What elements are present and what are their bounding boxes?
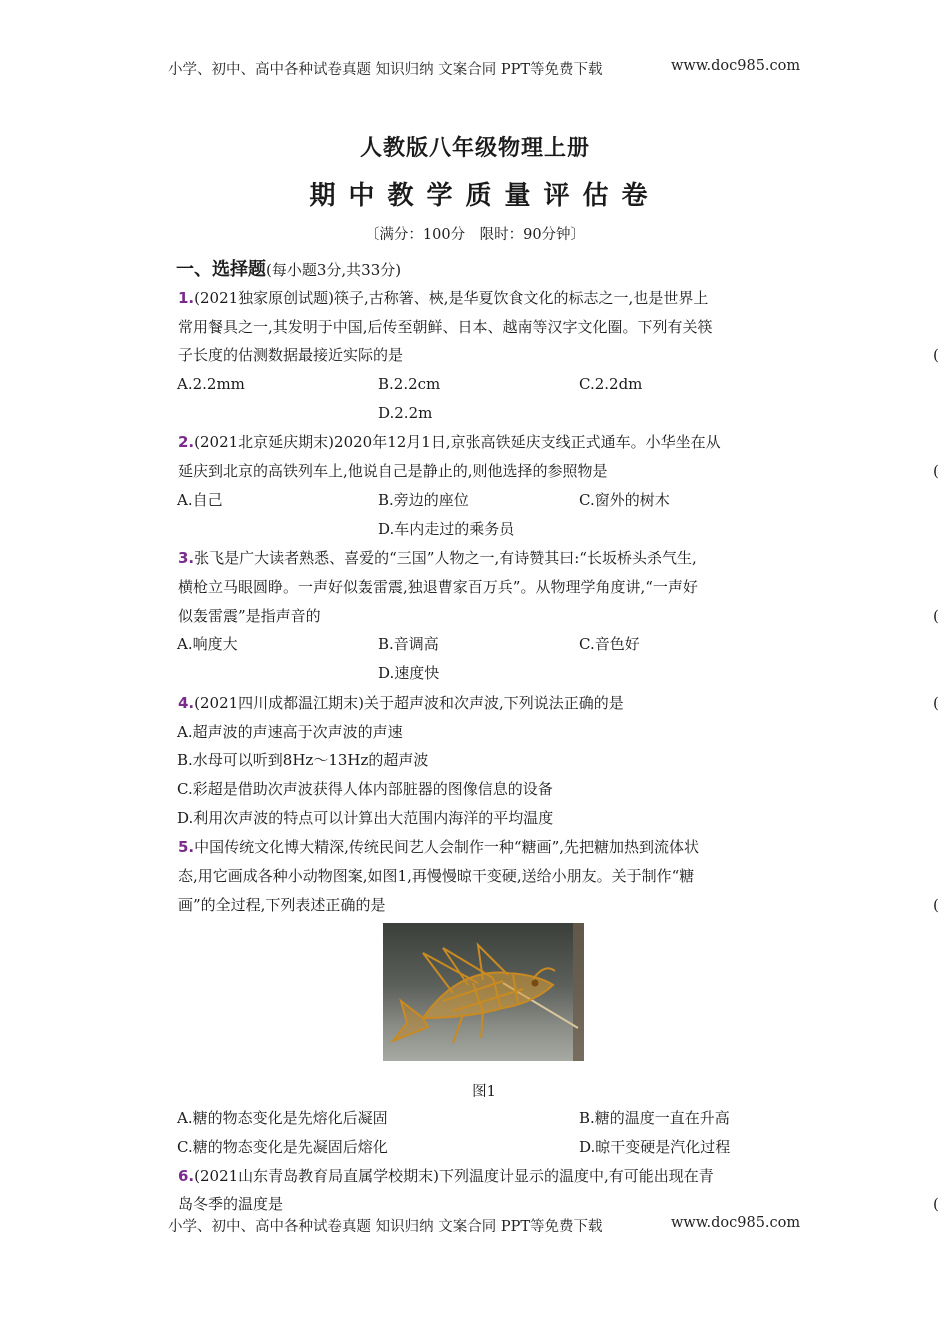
- option-d: D.车内走过的乘务员: [378, 520, 515, 538]
- header-url[interactable]: www.doc985.com: [671, 58, 801, 74]
- question-3-line-3: 似轰雷震”是指声音的: [178, 607, 321, 625]
- option-c: C.窗外的树木: [579, 491, 670, 509]
- option-d: D.2.2m: [378, 404, 433, 422]
- option-b: B.2.2cm: [378, 375, 441, 393]
- question-6-line-2: 岛冬季的温度是: [178, 1195, 284, 1213]
- sugar-fish-illustration: [383, 923, 584, 1061]
- section-note: (每小题3分,共33分): [266, 261, 402, 279]
- option-c: C.音色好: [579, 635, 640, 653]
- question-5-line-3: 画”的全过程,下列表述正确的是: [178, 896, 386, 914]
- answer-paren: (: [933, 896, 939, 914]
- option-b: B.音调高: [378, 635, 439, 653]
- question-number: 1.: [178, 289, 195, 307]
- question-2-line-2: 延庆到北京的高铁列车上,他说自己是静止的,则他选择的参照物是: [178, 462, 608, 480]
- option-c: C.糖的物态变化是先凝固后熔化: [177, 1138, 388, 1156]
- option-c: C.2.2dm: [579, 375, 643, 393]
- question-number: 6.: [178, 1167, 195, 1185]
- question-2-line-1: 2.(2021北京延庆期末)2020年12月1日,京张高铁延庆支线正式通车。小华坐在从: [178, 433, 721, 451]
- question-number: 2.: [178, 433, 195, 451]
- exam-subtitle: 人教版八年级物理上册: [359, 135, 590, 161]
- section-title: 一、选择题: [176, 259, 266, 280]
- answer-paren: (: [933, 1195, 939, 1213]
- option-d: D.晾干变硬是汽化过程: [579, 1138, 731, 1156]
- answer-paren: (: [933, 346, 939, 364]
- option-a: A.糖的物态变化是先熔化后凝固: [177, 1109, 388, 1127]
- option-d: D.速度快: [378, 664, 440, 682]
- question-number: 3.: [178, 549, 195, 567]
- question-number: 5.: [178, 838, 195, 856]
- question-1-line-1: 1.(2021独家原创试题)筷子,古称箸、梜,是华夏饮食文化的标志之一,也是世界上: [178, 289, 709, 307]
- answer-paren: (: [933, 462, 939, 480]
- option-a: A.超声波的声速高于次声波的声速: [177, 723, 403, 741]
- question-5-line-1: 5.中国传统文化博大精深,传统民间艺人会制作一种“糖画”,先把糖加热到流体状: [178, 838, 700, 856]
- page-footer: [168, 1215, 801, 1236]
- option-b: B.旁边的座位: [378, 491, 469, 509]
- question-number: 4.: [178, 694, 195, 712]
- question-4-line-1: 4.(2021四川成都温江期末)关于超声波和次声波,下列说法正确的是: [178, 694, 624, 712]
- question-5-line-2: 态,用它画成各种小动物图案,如图1,再慢慢晾干变硬,送给小朋友。关于制作“糖: [178, 867, 695, 885]
- option-a: A.自己: [177, 491, 223, 509]
- page-header: [168, 58, 801, 79]
- option-b: B.糖的温度一直在升高: [579, 1109, 730, 1127]
- option-a: A.2.2mm: [177, 375, 245, 393]
- option-d: D.利用次声波的特点可以计算出大范围内海洋的平均温度: [177, 809, 554, 827]
- option-a: A.响度大: [177, 635, 238, 653]
- answer-paren: (: [933, 607, 939, 625]
- header-text: 小学、初中、高中各种试卷真题 知识归纳 文案合同 PPT等免费下载: [168, 62, 603, 78]
- section-heading: [176, 255, 401, 281]
- question-3-line-1: 3.张飞是广大读者熟悉、喜爱的“三国”人物之一,有诗赞其曰:“长坂桥头杀气生,: [178, 549, 697, 567]
- sugar-painting-photo: [383, 923, 584, 1061]
- option-c: C.彩超是借助次声波获得人体内部脏器的图像信息的设备: [177, 780, 553, 798]
- exam-title: 期中教学质量评估卷: [309, 181, 661, 211]
- exam-info: 〔满分：100分 限时：90分钟〕: [364, 227, 586, 243]
- figure-caption: 图1: [472, 1084, 496, 1100]
- question-1-line-3: 子长度的估测数据最接近实际的是: [178, 346, 404, 364]
- footer-text: 小学、初中、高中各种试卷真题 知识归纳 文案合同 PPT等免费下载: [168, 1219, 603, 1235]
- footer-url[interactable]: www.doc985.com: [671, 1215, 801, 1231]
- answer-paren: (: [933, 694, 939, 712]
- question-6-line-1: 6.(2021山东青岛教育局直属学校期末)下列温度计显示的温度中,有可能出现在青: [178, 1167, 714, 1185]
- question-3-line-2: 横枪立马眼圆睁。一声好似轰雷震,独退曹家百万兵”。从物理学角度讲,“一声好: [178, 578, 698, 596]
- option-b: B.水母可以听到8Hz～13Hz的超声波: [177, 751, 429, 769]
- question-1-line-2: 常用餐具之一,其发明于中国,后传至朝鲜、日本、越南等汉字文化圈。下列有关筷: [178, 318, 713, 336]
